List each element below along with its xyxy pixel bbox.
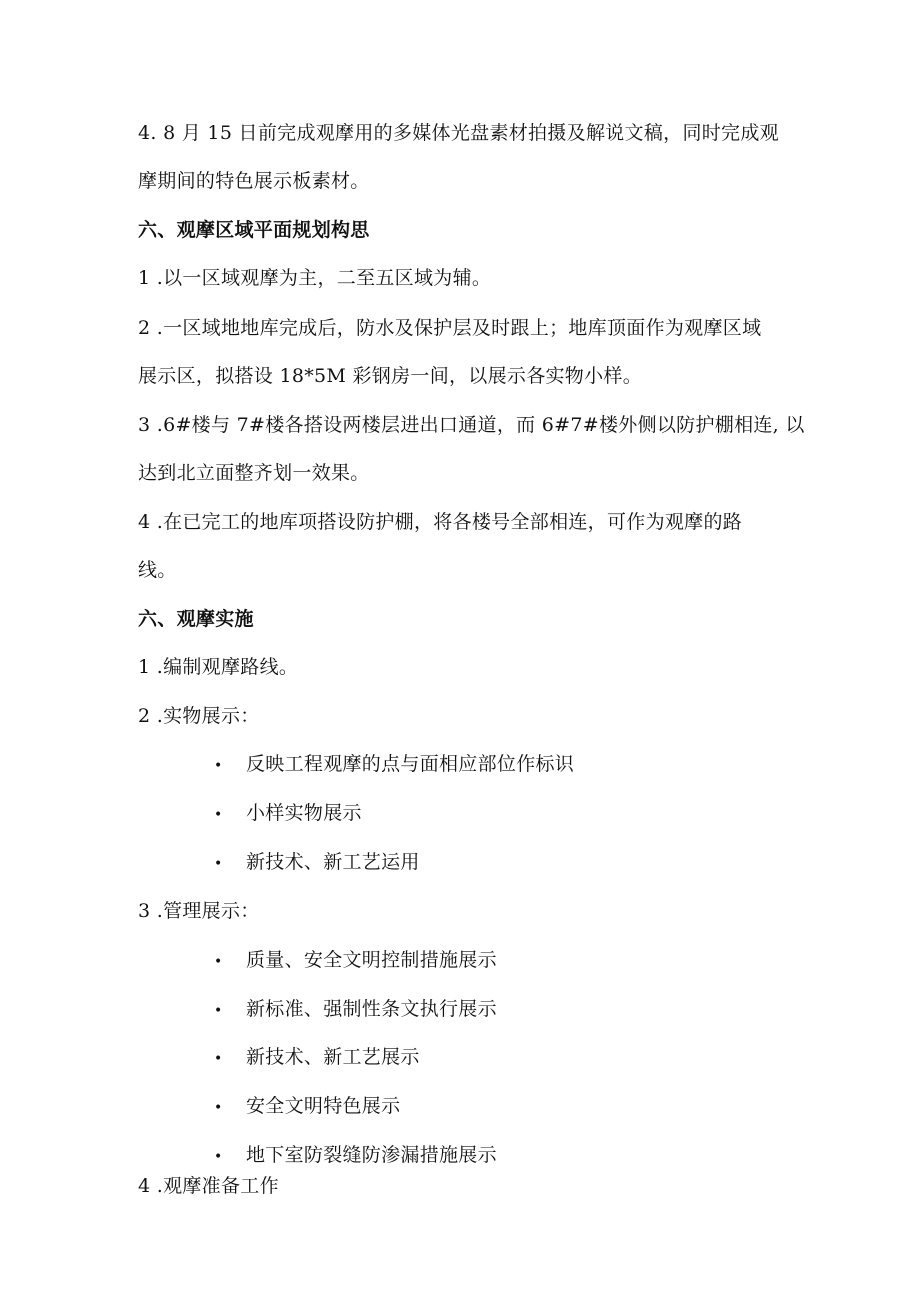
plan-item-1: 1 .以一区域观摩为主，二至五区域为辅。 [138, 267, 492, 289]
bullet-text: 质量、安全文明控制措施展示 [246, 949, 497, 971]
plan-item-3-line-2: 达到北立面整齐划一效果。 [138, 462, 370, 484]
list-item [214, 948, 497, 974]
impl-item-3: 3 .管理展示： [138, 900, 260, 922]
plan-item-2-line-1: 2 .一区域地地库完成后，防水及保护层及时跟上；地库顶面作为观摩区域 [138, 317, 762, 339]
bullet-text: 小样实物展示 [246, 802, 362, 824]
paragraph-4-line-1: 4. 8 月 15 日前完成观摩用的多媒体光盘素材拍摄及解说文稿，同时完成观 [138, 122, 779, 144]
section-heading-implementation: 六、观摩实施 [138, 608, 254, 630]
impl-item-1: 1 .编制观摩路线。 [138, 656, 299, 678]
bullet-icon: • [214, 1100, 223, 1116]
list-item [214, 997, 497, 1023]
bullet-text: 安全文明特色展示 [246, 1095, 401, 1117]
bullet-icon: • [214, 954, 223, 970]
list-item [214, 1045, 420, 1071]
bullet-text: 新技术、新工艺运用 [246, 851, 420, 873]
bullet-text: 地下室防裂缝防渗漏措施展示 [246, 1144, 497, 1166]
bullet-icon: • [214, 856, 223, 872]
plan-item-2-line-2: 展示区，拟搭设 18*5M 彩钢房一间，以展示各实物小样。 [138, 365, 642, 387]
bullet-text: 反映工程观摩的点与面相应部位作标识 [246, 753, 575, 775]
plan-item-4-line-1: 4 .在已完工的地库项搭设防护棚，将各楼号全部相连，可作为观摩的路 [138, 511, 743, 533]
paragraph-4-line-2: 摩期间的特色展示板素材。 [138, 170, 370, 192]
impl-item-4: 4 .观摩准备工作 [138, 1175, 279, 1197]
list-item [214, 1094, 400, 1120]
bullet-text: 新技术、新工艺展示 [246, 1046, 420, 1068]
list-item [214, 850, 420, 876]
bullet-icon: • [214, 1051, 223, 1067]
list-item [214, 752, 574, 778]
bullet-icon: • [214, 807, 223, 823]
bullet-icon: • [214, 1149, 223, 1165]
bullet-icon: • [214, 1003, 223, 1019]
plan-item-4-line-2: 线。 [138, 559, 177, 581]
bullet-text: 新标准、强制性条文执行展示 [246, 998, 497, 1020]
section-heading-plan: 六、观摩区域平面规划构思 [138, 219, 370, 241]
list-item [214, 801, 362, 827]
impl-item-2: 2 .实物展示： [138, 705, 260, 727]
list-item [214, 1143, 497, 1169]
plan-item-3-line-1: 3 .6#楼与 7#楼各搭设两楼层进出口通道，而 6#7#楼外侧以防护棚相连, 以 [138, 414, 805, 436]
bullet-icon: • [214, 758, 223, 774]
